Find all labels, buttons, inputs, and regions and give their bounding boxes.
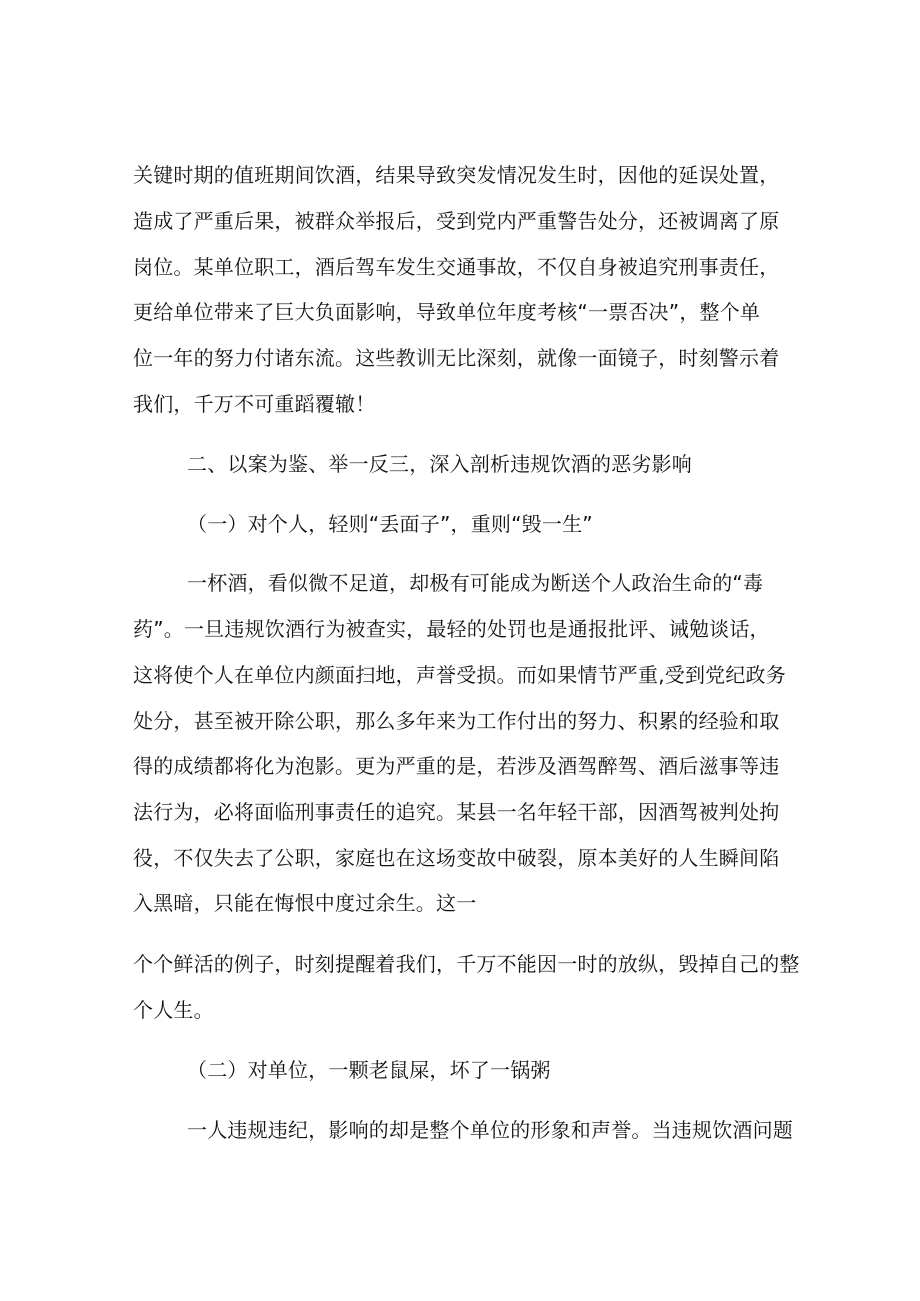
text-line: 法行为，必将面临刑事责任的追究。某县一名年轻干部，因酒驾被判处拘 [133,800,780,824]
text-line: 位一年的努力付诸东流。这些教训无比深刻，就像一面镜子，时刻警示着 [133,346,780,370]
subheading-text: （一）对个人，轻则“丢面子”，重则“毁一生” [187,512,593,536]
text-line: 关键时期的值班期间饮酒，结果导致突发情况发生时，因他的延误处置， [133,163,780,187]
text-line: 得的成绩都将化为泡影。更为严重的是，若涉及酒驾醉驾、酒后滋事等违 [133,754,780,778]
text-line: 造成了严重后果，被群众举报后，受到党内严重警告处分，还被调离了原 [133,209,780,233]
text-line: 役，不仅失去了公职，家庭也在这场变故中破裂，原本美好的人生瞬间陷 [133,846,780,870]
text-line: 个人生。 [133,998,214,1022]
text-line: 这将使个人在单位内颜面扫地，声誉受损。而如果情节严重,受到党纪政务 [133,663,786,687]
text-line: 更给单位带来了巨大负面影响，导致单位年度考核“一票否决”，整个单 [133,300,761,324]
text-line: 入黑暗，只能在悔恨中度过余生。这一 [133,891,477,915]
text-line: 处分，甚至被开除公职，那么多年来为工作付出的努力、积累的经验和取 [133,709,780,733]
text-line: 一杯酒，看似微不足道，却极有可能成为断送个人政治生命的“毒 [187,571,764,595]
text-line: 药”。一旦违规饮酒行为被查实，最轻的处罚也是通报批评、诫勉谈话， [133,617,770,641]
text-line: 个个鲜活的例子，时刻提醒着我们，千万不能因一时的放纵，毁掉自己的整 [133,952,800,976]
text-line: 岗位。某单位职工，酒后驾车发生交通事故，不仅自身被追究刑事责任， [133,255,780,279]
heading-text: 二、以案为鉴、举一反三，深入剖析违规饮酒的恶劣影响 [187,452,692,476]
text-line: 一人违规违纪，影响的却是整个单位的形象和声誉。当违规饮酒问题 [187,1118,793,1142]
subheading-text: （二）对单位，一颗老鼠屎，坏了一锅粥 [187,1058,551,1082]
text-line: 我们，千万不可重蹈覆辙！ [133,392,376,416]
